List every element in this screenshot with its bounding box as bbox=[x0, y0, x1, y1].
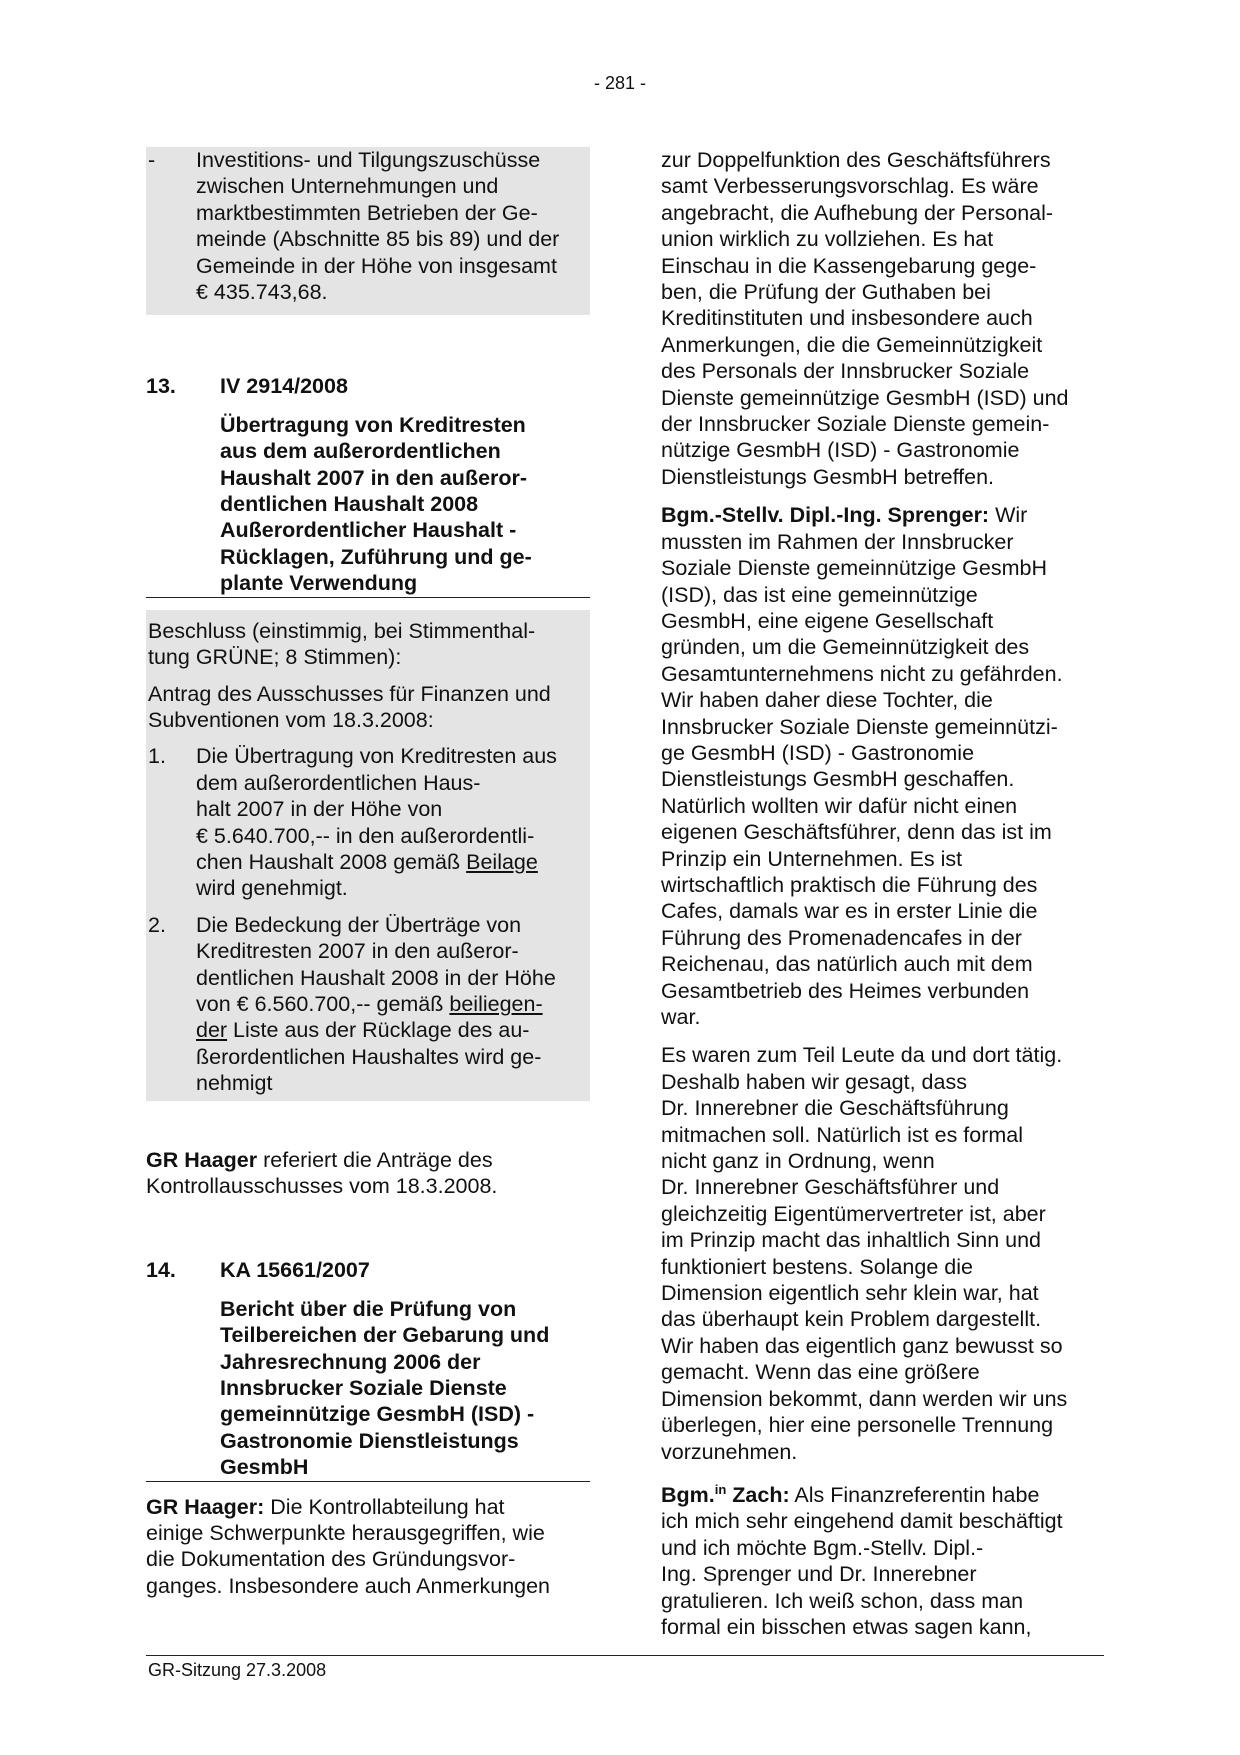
title-line: gemeinnützige GesmbH (ISD) - bbox=[220, 1402, 535, 1427]
page-number: - 281 - bbox=[593, 73, 647, 93]
title-line: GesmbH bbox=[220, 1455, 309, 1480]
list-item: 2. Die Bedeckung der Überträge von Kreditresten 2007 in den außeror- dentlichen Haushalt 2008 in der Höhe von € 6.560.700,-- gemäß beiliegen- der Liste aus der Rücklage des au- ßerordentlichen Haushaltes wird ge- nehmigt bbox=[148, 912, 556, 1096]
paragraph: Es waren zum Teil Leute da und dort tätig. Deshalb haben wir gesagt, dass Dr. Innerebner die Geschäftsführung mitmachen soll. Natürlich ist es formal nicht ganz in Ordnung, wenn Dr. Innerebner Geschäftsführer und gleichzeitig Eigentümervertreter ist, aber im Prinzip macht das inhaltlich Sinn und funktioniert bestens. Solange die Dimension eigentlich sehr klein war, hat das überhaupt kein Problem dargestellt. Wir haben das eigentlich ganz bewusst so gemacht. Wenn das eine größere Dimension bekommt, dann werden wir uns überlegen, hier eine personelle Trennung vorzunehmen. bbox=[661, 1043, 1068, 1464]
item-14-title bbox=[146, 1296, 590, 1482]
enclosed-list-link[interactable]: der bbox=[196, 1018, 228, 1043]
list-item: 1. Die Übertragung von Kreditresten aus dem außerordentlichen Haus- halt 2007 in der Höhe von € 5.640.700,-- in den außerordentli- chen Haushalt 2008 gemäß Beilage wird genehmigt. bbox=[148, 744, 557, 901]
speaker-name: GR Haager: bbox=[146, 1494, 265, 1519]
title-line: Außerordentlicher Haushalt - bbox=[220, 518, 517, 543]
left-column bbox=[146, 147, 590, 1599]
title-line: plante Verwendung bbox=[220, 571, 418, 596]
title-line: Haushalt 2007 in den außeror- bbox=[220, 465, 528, 490]
title-line: Gastronomie Dienstleistungs bbox=[220, 1428, 519, 1453]
text-line: marktbestimmten Betrieben der Ge- bbox=[196, 200, 538, 225]
title-line: Jahresrechnung 2006 der bbox=[220, 1349, 481, 1374]
item-14-heading bbox=[146, 1257, 590, 1283]
motion-text: Antrag des Ausschusses für Finanzen und Subventionen vom 18.3.2008: bbox=[148, 681, 551, 732]
paragraph: zur Doppelfunktion des Geschäftsführers samt Verbesserungsvorschlag. Es wäre angebracht, die Aufhebung der Personal- union wirklich zu vollziehen. Es hat Einschau in die Kassengebarung gege- ben, die Prüfung der Guthaben bei Kreditinstituten und insbesondere auch Anmerkungen, die die Gemeinnützigkeit des Personals der Innsbrucker Soziale Dienste gemeinnützige GesmbH (ISD) und der Innsbrucker Soziale Dienste gemein- nützige GesmbH (ISD) - Gastronomie Dienstleistungs GesmbH betreffen. bbox=[661, 148, 1069, 489]
item-number: 13. bbox=[146, 374, 176, 399]
text-line: Gemeinde in der Höhe von insgesamt bbox=[196, 253, 557, 278]
text-line: meinde (Abschnitte 85 bis 89) und der bbox=[196, 227, 560, 252]
resolution-text: Beschluss (einstimmig, bei Stimmenthal- tung GRÜNE; 8 Stimmen): bbox=[148, 618, 536, 670]
speaker-name: Bgm.-Stellv. Dipl.-Ing. Sprenger: bbox=[661, 503, 990, 528]
text-line: € 435.743,68. bbox=[196, 280, 328, 305]
investment-subsidy-box bbox=[146, 147, 590, 315]
attachment-link[interactable]: Beilage bbox=[466, 849, 538, 874]
title-line: dentlichen Haushalt 2008 bbox=[220, 492, 479, 517]
item-13-title bbox=[146, 412, 590, 598]
item-code: IV 2914/2008 bbox=[220, 374, 348, 399]
speaker-paragraph: Bgm.-Stellv. Dipl.-Ing. Sprenger: Wir mussten im Rahmen der Innsbrucker Soziale Dienste gemeinnützige GesmbH (ISD), das ist eine gemeinnützige GesmbH, eine eigene Gesellschaft gründen, um die Gemeinnützigkeit des Gesamtunternehmens nicht zu gefährden. Wir haben daher diese Tochter, die Innsbrucker Soziale Dienste gemeinnützi- ge GesmbH (ISD) - Gastronomie Dienstleistungs GesmbH geschaffen. Natürlich wollten wir dafür nicht einen eigenen Geschäftsführer, denn das ist im Prinzip ein Unternehmen. Es ist wirtschaftlich praktisch die Führung des Cafes, damals war es in erster Linie die Führung des Promenadencafes in der Reichenau, das natürlich auch mit dem Gesamtbetrieb des Heimes verbunden war. bbox=[661, 503, 1063, 1029]
text-line: zwischen Unternehmungen und bbox=[196, 174, 499, 199]
speaker-name: GR Haager bbox=[146, 1147, 258, 1172]
dash-marker: - bbox=[148, 148, 156, 172]
item-number: 14. bbox=[146, 1258, 176, 1283]
enclosed-list-link[interactable]: beiliegen- bbox=[449, 991, 543, 1016]
text-line: Investitions- und Tilgungszuschüsse bbox=[196, 148, 541, 172]
title-line: Rücklagen, Zuführung und ge- bbox=[220, 544, 532, 569]
list-item bbox=[148, 147, 586, 305]
speaker-paragraph: GR Haager referiert die Anträge des Kontrollausschusses vom 18.3.2008. bbox=[146, 1147, 498, 1198]
speaker-name: Bgm.$^{in}$ Zach: bbox=[661, 1481, 790, 1508]
list-number: 2. bbox=[148, 912, 166, 937]
title-line: Bericht über die Prüfung von bbox=[220, 1296, 517, 1321]
item-13-heading bbox=[146, 373, 590, 399]
title-line: Teilbereichen der Gebarung und bbox=[220, 1323, 550, 1348]
title-line: Innsbrucker Soziale Dienste bbox=[220, 1376, 507, 1401]
right-column bbox=[661, 147, 1105, 1641]
list-number: 1. bbox=[148, 744, 166, 769]
speaker-paragraph: Bgm.$^{in}$ Zach: Als Finanzreferentin habe ich mich sehr eingehend damit beschäftigt und ich möchte Bgm.-Stellv. Dipl.- Ing. Sprenger und Dr. Innerebner gratulieren. Ich weiß schon, dass man formal ein bisschen etwas sagen kann, bbox=[661, 1481, 1063, 1640]
item-code: KA 15661/2007 bbox=[220, 1258, 370, 1283]
resolution-box bbox=[146, 610, 590, 1101]
title-line: Übertragung von Kreditresten bbox=[220, 412, 526, 437]
speaker-paragraph: GR Haager: Die Kontrollabteilung hat einige Schwerpunkte herausgegriffen, wie die Dokumentation des Gründungsvor- ganges. Insbesondere auch Anmerkungen bbox=[146, 1494, 551, 1598]
title-line: aus dem außerordentlichen bbox=[220, 439, 501, 464]
footer-session-date: GR-Sitzung 27.3.2008 bbox=[148, 1660, 327, 1680]
footer-divider bbox=[146, 1655, 1104, 1656]
